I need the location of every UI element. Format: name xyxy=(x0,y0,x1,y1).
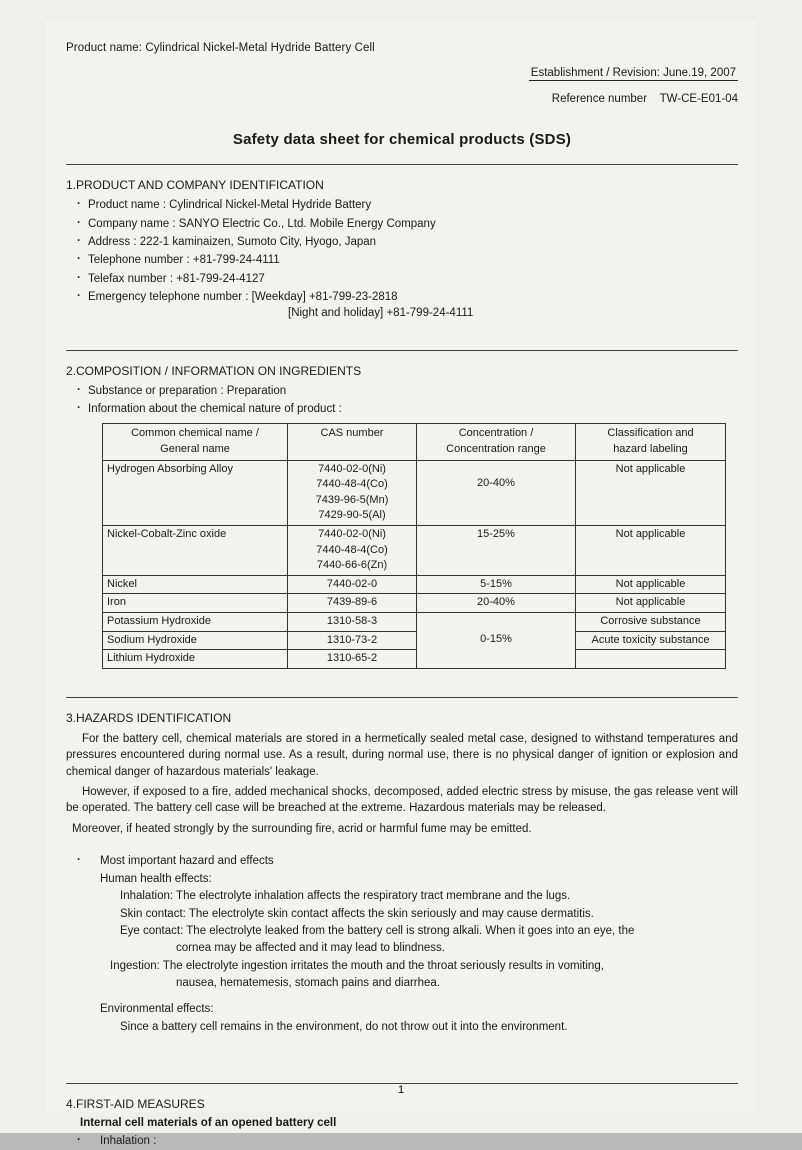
list-item: · Product name : Cylindrical Nickel-Metal Hydride Battery xyxy=(66,197,738,213)
section1-list xyxy=(66,197,738,321)
table-row xyxy=(103,594,726,613)
cell-class: Corrosive substance xyxy=(576,613,726,632)
section3-para1: For the battery cell, chemical materials are stored in a hermetically sealed metal case, designed to withstand temperatures and pressures encountered during normal use. As a result, during normal use, there is no physical danger of ignition or explosion and chemical danger of hazardous materials' leakage. xyxy=(66,732,738,778)
composition-table xyxy=(102,423,726,669)
header-reference-label: Reference number xyxy=(551,92,648,105)
table-row xyxy=(103,613,726,632)
header-establishment-text: Establishment / Revision: June.19, 2007 xyxy=(530,67,736,80)
cell-name: Iron xyxy=(103,594,288,613)
cell-class: Not applicable xyxy=(576,525,726,575)
section2-list xyxy=(66,383,738,418)
cell-class: Acute toxicity substance xyxy=(576,631,726,650)
section1-heading: 1.PRODUCT AND COMPANY IDENTIFICATION xyxy=(66,178,324,193)
col-header-cas-l1: CAS number xyxy=(320,427,384,440)
cell-name: Potassium Hydroxide xyxy=(103,613,288,632)
environmental-text: Since a battery cell remains in the environment, do not throw out it into the environment. xyxy=(120,1020,568,1033)
header-reference xyxy=(66,91,738,107)
effect-eye-contact-cont: cornea may be affected and it may lead to blindness. xyxy=(176,942,445,955)
cell-name: Nickel-Cobalt-Zinc oxide xyxy=(103,525,288,575)
col-header-name-l1: Common chemical name / xyxy=(131,427,259,440)
list-item: · Company name : SANYO Electric Co., Ltd. Mobile Energy Company xyxy=(66,216,738,232)
cell-class: Not applicable xyxy=(576,575,726,594)
cell-cas: 7440-02-0 xyxy=(288,575,417,594)
col-header-conc-l1: Concentration / xyxy=(458,427,534,440)
cell-cas: 1310-58-3 xyxy=(288,613,417,632)
cell-conc: 20-40% xyxy=(417,460,576,525)
emergency-second-line: [Night and holiday] +81-799-24-4111 xyxy=(288,307,474,320)
cell-conc: 20-40% xyxy=(417,594,576,613)
effect-ingestion-cont: nausea, hematemesis, stomach pains and diarrhea. xyxy=(176,977,441,990)
section4-subheading: Internal cell materials of an opened battery cell xyxy=(80,1117,337,1130)
list-item: · Substance or preparation : Preparation xyxy=(66,383,738,399)
cell-cas: 7440-02-0(Ni) 7440-48-4(Co) 7439-96-5(Mn) 7429-90-5(Al) xyxy=(288,460,417,525)
effect-skin-contact: Skin contact: The electrolyte skin contact affects the skin seriously and may cause dermatitis. xyxy=(120,907,594,920)
cell-class xyxy=(576,650,726,669)
cell-name: Sodium Hydroxide xyxy=(103,631,288,650)
header-reference-number: TW-CE-E01-04 xyxy=(659,92,738,105)
header-product-name: Product name: Cylindrical Nickel-Metal Hydride Battery Cell xyxy=(66,42,375,54)
section3-para2: However, if exposed to a fire, added mechanical shocks, decomposed, added electric stress by misuse, the gas release vent will be operated. The battery cell case will be breached at the extreme. Hazardous materials may be released. xyxy=(66,785,738,815)
human-health-header: Human health effects: xyxy=(100,873,212,886)
page-title: Safety data sheet for chemical products (SDS) xyxy=(232,130,572,148)
environmental-header: Environmental effects: xyxy=(100,1003,214,1016)
header-establishment xyxy=(66,65,738,81)
list-item: · Telefax number : +81-799-24-4127 xyxy=(66,271,738,287)
page-number: 1 xyxy=(397,1084,405,1096)
col-header-class xyxy=(576,424,726,460)
table-row xyxy=(103,575,726,594)
col-header-name xyxy=(103,424,288,460)
effect-eye-contact: Eye contact: The electrolyte leaked from the battery cell is strong alkali. When it goes into an eye, the xyxy=(120,925,635,938)
section3-para3: Moreover, if heated strongly by the surrounding fire, acrid or harmful fume may be emitted. xyxy=(72,822,532,835)
cell-cas: 7440-02-0(Ni) 7440-48-4(Co) 7440-66-6(Zn) xyxy=(288,525,417,575)
list-item: · Telephone number : +81-799-24-4111 xyxy=(66,252,738,268)
divider-section1 xyxy=(66,350,738,351)
cell-name: Hydrogen Absorbing Alloy xyxy=(103,460,288,525)
col-header-class-l1: Classification and xyxy=(607,427,694,440)
table-header-row xyxy=(103,424,726,460)
cell-class: Not applicable xyxy=(576,594,726,613)
cell-cas: 1310-65-2 xyxy=(288,650,417,669)
col-header-conc-l2: Concentration range xyxy=(446,442,546,455)
col-header-conc xyxy=(417,424,576,460)
cell-conc: 5-15% xyxy=(417,575,576,594)
cell-cas: 1310-73-2 xyxy=(288,631,417,650)
col-header-class-l2: hazard labeling xyxy=(613,442,688,455)
list-item: · Information about the chemical nature of product : xyxy=(66,401,738,417)
table-row xyxy=(103,460,726,525)
cell-name: Lithium Hydroxide xyxy=(103,650,288,669)
section3-heading: 3.HAZARDS IDENTIFICATION xyxy=(66,710,232,725)
header-reference-text xyxy=(552,93,738,105)
section4-item: · Inhalation : xyxy=(66,1133,738,1149)
cell-conc: 15-25% xyxy=(417,525,576,575)
cell-conc xyxy=(417,650,576,669)
col-header-name-l2: General name xyxy=(160,442,230,455)
cell-conc: 0-15% xyxy=(417,631,576,650)
cell-cas: 7439-89-6 xyxy=(288,594,417,613)
list-item: · Emergency telephone number : [Weekday] +81-799-23-2818 xyxy=(66,289,738,305)
divider-section2 xyxy=(66,697,738,698)
section4-heading: 4.FIRST-AID MEASURES xyxy=(66,1097,205,1112)
divider-top xyxy=(66,164,738,165)
col-header-cas xyxy=(288,424,417,460)
document-content xyxy=(66,40,738,1150)
effect-inhalation: Inhalation: The electrolyte inhalation affects the respiratory tract membrane and the lugs. xyxy=(120,890,571,903)
cell-name: Nickel xyxy=(103,575,288,594)
cell-conc xyxy=(417,613,576,632)
table-row xyxy=(103,631,726,650)
table-row xyxy=(103,525,726,575)
list-item: · Address : 222-1 kaminaizen, Sumoto City, Hyogo, Japan xyxy=(66,234,738,250)
cell-class: Not applicable xyxy=(576,460,726,525)
document-sheet xyxy=(46,22,756,1148)
hazard-bullet: · Most important hazard and effects xyxy=(66,853,738,869)
section2-heading: 2.COMPOSITION / INFORMATION ON INGREDIENTS xyxy=(66,363,362,378)
table-row xyxy=(103,650,726,669)
effect-ingestion: Ingestion: The electrolyte ingestion irritates the mouth and the throat seriously results in vomiting, xyxy=(110,959,604,972)
